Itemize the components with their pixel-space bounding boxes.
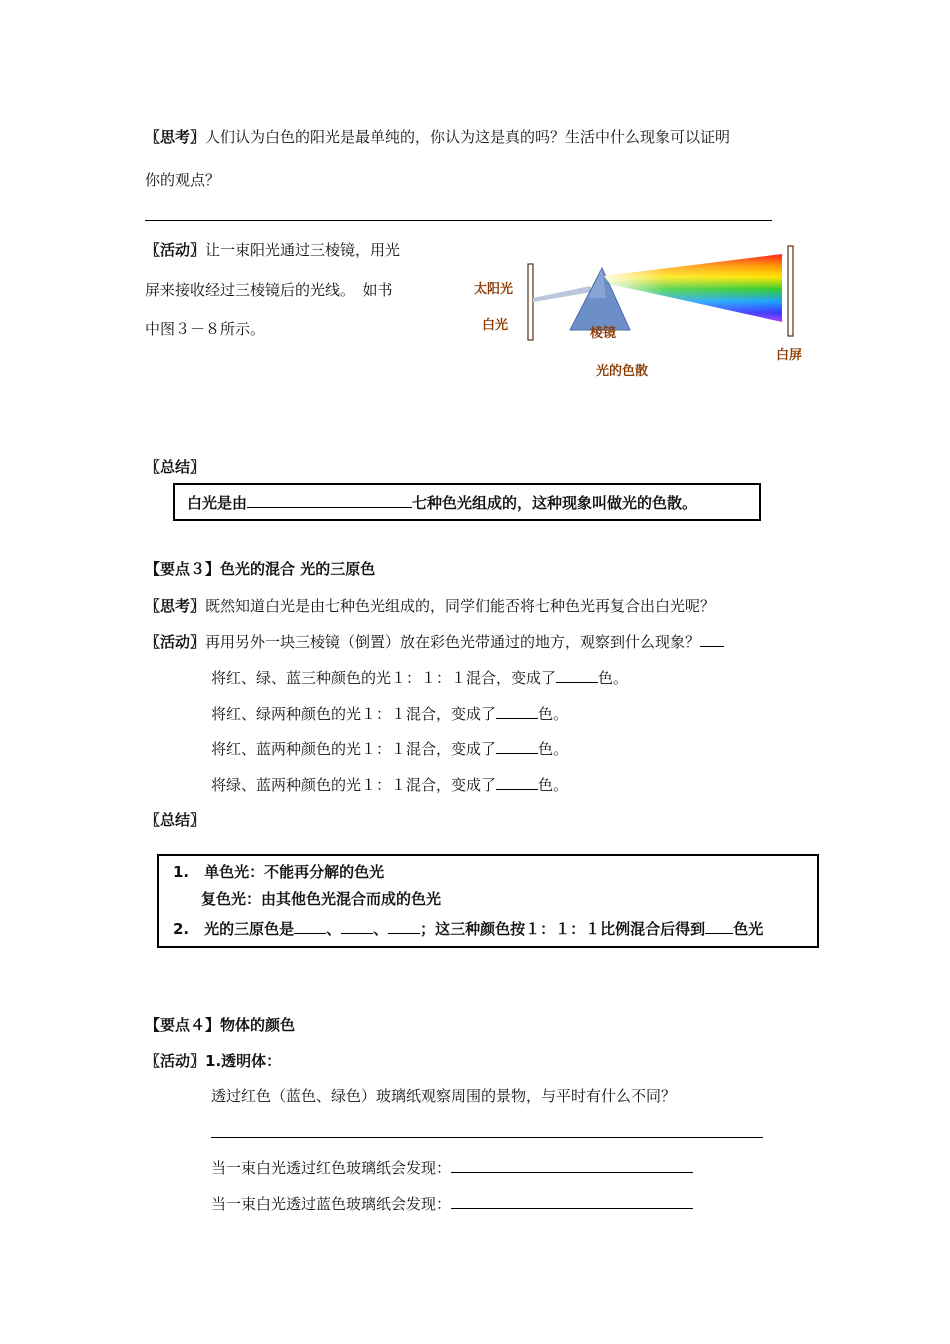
screen-label: 白屏 [776,348,803,363]
point3-think [145,596,715,616]
think-text-line1: 人们认为白色的阳光是最单纯的，你认为这是真的吗？生活中什么现象可以证明 [205,128,731,146]
sunlight-label: 太阳光 [474,282,514,297]
mix-text: 将红、蓝两种颜色的光１：１混合，变成了 [211,740,497,758]
primary-colors-sentence [173,918,763,939]
mix-suffix: 色。 [598,669,629,687]
mono-light-definition: 1. 单色光：不能再分解的色光 [173,863,385,881]
transparent-question: 透过红色（蓝色、绿色）玻璃纸观察周围的景物，与平时有什么不同？ [211,1087,677,1105]
answer-blank[interactable] [294,918,326,934]
primary-text-a: 2. 光的三原色是 [173,920,295,938]
summary-tag: 〖总结〗 [145,811,206,829]
activity-title: 1.透明体： [205,1052,282,1070]
think-text-line2: 你的观点？ [145,171,221,189]
primary-text-c: 色光 [733,920,764,938]
activity-text: 再用另外一块三棱镜（倒置）放在彩色光带通过的地方，观察到什么现象？ [205,633,701,651]
activity-text-line1: 让一束阳光通过三棱镜，用光 [205,241,401,259]
answer-line[interactable] [211,1137,763,1138]
activity-text-line2: 屏来接收经过三棱镜后的光线。 如书 [145,281,393,299]
white-light-label: 白光 [482,318,509,333]
think-paragraph [145,127,730,147]
mix-line-3 [211,738,568,759]
primary-text-b: ；这三种颜色按１：１：１比例混合后得到 [420,920,706,938]
summary-text-after: 七种色光组成的，这种现象叫做光的色散。 [412,494,698,512]
think-text: 既然知道白光是由七种色光组成的，同学们能否将七种色光再复合出白光呢？ [205,597,716,615]
primary-colors-box [157,854,819,948]
activity-tag: 〖活动〗 [145,1052,206,1070]
answer-blank[interactable] [341,918,373,934]
blue-paper-text: 当一束白光透过蓝色玻璃纸会发现： [211,1195,452,1213]
answer-blank[interactable] [700,631,724,647]
point4-heading: 【要点４】物体的颜色 [145,1016,296,1034]
white-light-beam [533,286,592,302]
compound-light-definition: 复色光：由其他色光混合而成的色光 [201,890,442,908]
white-screen [788,246,793,336]
summary-sentence [187,492,697,513]
mix-suffix: 色。 [538,705,569,723]
activity-tag: 〖活动〗 [145,633,206,651]
summary-text-before: 白光是由 [187,494,248,512]
activity-tag: 〖活动〗 [145,241,206,259]
spectrum-fade [604,254,782,322]
mix-line-2 [211,703,568,724]
activity-text-line3: 中图３－８所示。 [145,320,266,338]
activity-paragraph [145,240,400,260]
mix-text: 将红、绿两种颜色的光１：１混合，变成了 [211,705,497,723]
mix-line-1 [211,667,628,688]
mix-line-4 [211,774,568,795]
mix-suffix: 色。 [538,740,569,758]
red-paper-line [211,1157,693,1178]
answer-blank[interactable] [247,492,412,508]
point3-heading: 【要点３】色光的混合 光的三原色 [145,560,376,578]
separator: 、 [326,920,342,938]
dispersion-figure [470,240,815,385]
slit-plate [528,264,533,340]
think-tag: 〖思考〗 [145,597,206,615]
blue-paper-line [211,1193,693,1214]
prism-label: 棱镜 [590,326,617,341]
point4-activity [145,1051,281,1071]
answer-blank[interactable] [496,703,538,719]
answer-line[interactable] [145,220,772,221]
figure-caption: 光的色散 [596,364,649,379]
answer-blank[interactable] [496,774,538,790]
answer-blank[interactable] [705,918,733,934]
think-tag: 〖思考〗 [145,128,206,146]
mix-suffix: 色。 [538,776,569,794]
answer-blank[interactable] [496,738,538,754]
answer-blank[interactable] [556,667,598,683]
answer-blank[interactable] [451,1193,693,1209]
separator: 、 [373,920,389,938]
red-paper-text: 当一束白光透过红色玻璃纸会发现： [211,1159,452,1177]
summary-tag: 〖总结〗 [145,458,206,476]
answer-blank[interactable] [388,918,420,934]
point3-activity [145,631,724,652]
mix-text: 将绿、蓝两种颜色的光１：１混合，变成了 [211,776,497,794]
mix-text: 将红、绿、蓝三种颜色的光１：１：１混合，变成了 [211,669,557,687]
summary-box [173,483,761,521]
answer-blank[interactable] [451,1157,693,1173]
